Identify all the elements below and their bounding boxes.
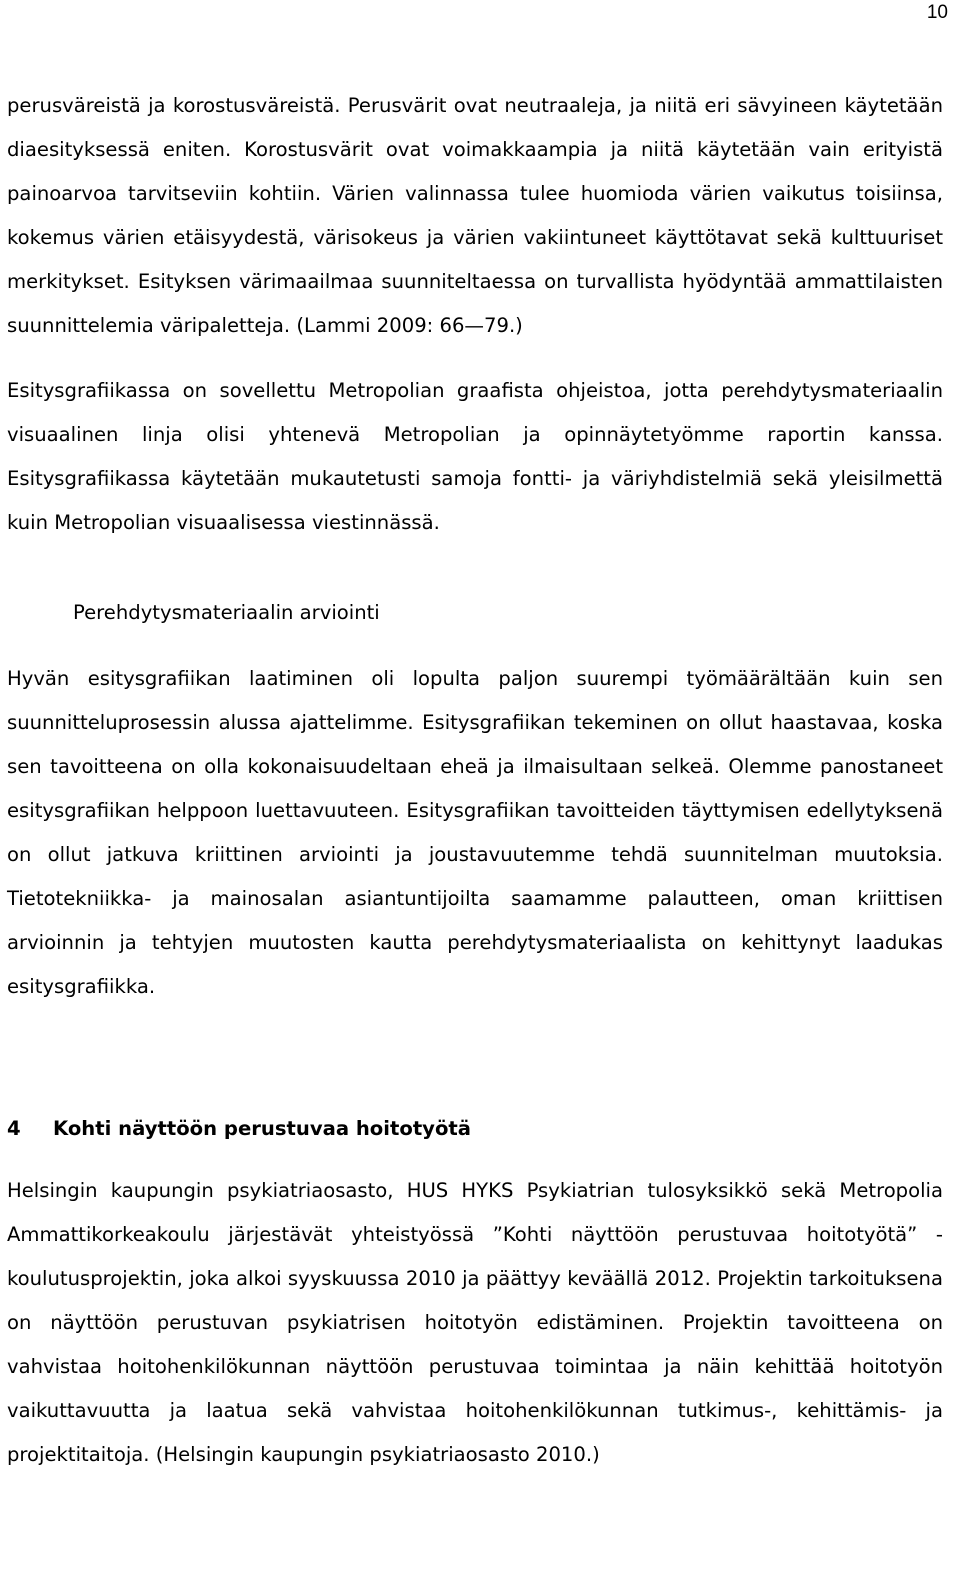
paragraph-project-description: Helsingin kaupungin psykiatriaosasto, HUS HYKS Psykiatrian tulosyksikkö sekä Metropolia Ammattikorkeakoulu järjestävät yhteistyössä ”Kohti näyttöön perustuvaa hoitotyötä” -koulutusprojektin, joka alkoi syyskuussa 2010 ja päättyy keväällä 2012. Projektin tarkoituksena on näyttöön perustuvan psykiatrisen hoitotyön edistäminen. Projektin tavoitteena on vahvistaa hoitohenkilökunnan näyttöön perustuvaa toimintaa ja näin kehittää hoitotyön vaikuttavuutta ja laatua sekä vahvistaa hoitohenkilökunnan tutkimus-, kehittämis- ja projektitaitoja. (Helsingin kaupungin psykiatriaosasto 2010.) <box>7 1179 943 1466</box>
document-body <box>7 84 943 1477</box>
page-number: 10 <box>926 2 948 23</box>
paragraph-evaluation: Hyvän esitysgrafiikan laatiminen oli lopulta paljon suurempi työmäärältään kuin sen suunnitteluprosessin alussa ajattelimme. Esitysgrafiikan tekeminen on ollut haastavaa, koska sen tavoitteena on olla kokonaisuudeltaan eheä ja ilmaisultaan selkeä. Olemme panostaneet esitysgrafiikan helppoon luettavuuteen. Esitysgrafiikan tavoitteiden täyttymisen edellytyksenä on ollut jatkuva kriittinen arviointi ja joustavuutemme tehdä suunnitelman muutoksia. Tietotekniikka- ja mainosalan asiantuntijoilta saamamme palautteen, oman kriittisen arvioinnin ja tehtyjen muutosten kautta perehdytysmateriaalista on kehittynyt laadukas esitysgrafiikka. <box>7 667 943 998</box>
chapter-title: Kohti näyttöön perustuvaa hoitotyötä <box>53 1117 472 1140</box>
paragraph-color-choices: perusväreistä ja korostusväreistä. Perusvärit ovat neutraaleja, ja niitä eri sävyineen käytetään diaesityksessä eniten. Korostusvärit ovat voimakkaampia ja niitä käytetään vain erityistä painoarvoa tarvitseviin kohtiin. Värien valinnassa tulee huomioda värien vaikutus toisiinsa, kokemus värien etäisyydestä, värisokeus ja värien vakiintuneet käyttötavat sekä kulttuuriset merkitykset. Esityksen värimaailmaa suunniteltaessa on turvallista hyödyntää ammattilaisten suunnittelemia väripaletteja. (Lammi 2009: 66—79.) <box>7 94 943 337</box>
subheading-evaluation: Perehdytysmateriaalin arviointi <box>73 601 380 624</box>
chapter-heading <box>7 1107 943 1151</box>
paragraph-presentation-graphics: Esitysgrafiikassa on sovellettu Metropolian graafista ohjeistoa, jotta perehdytysmateriaalin visuaalinen linja olisi yhtenevä Metropolian ja opinnäytetyömme raportin kanssa. Esitysgrafiikassa käytetään mukautetusti samoja fontti- ja väriyhdistelmiä sekä yleisilmettä kuin Metropolian visuaalisessa viestinnässä. <box>7 379 943 534</box>
chapter-number: 4 <box>7 1117 21 1140</box>
